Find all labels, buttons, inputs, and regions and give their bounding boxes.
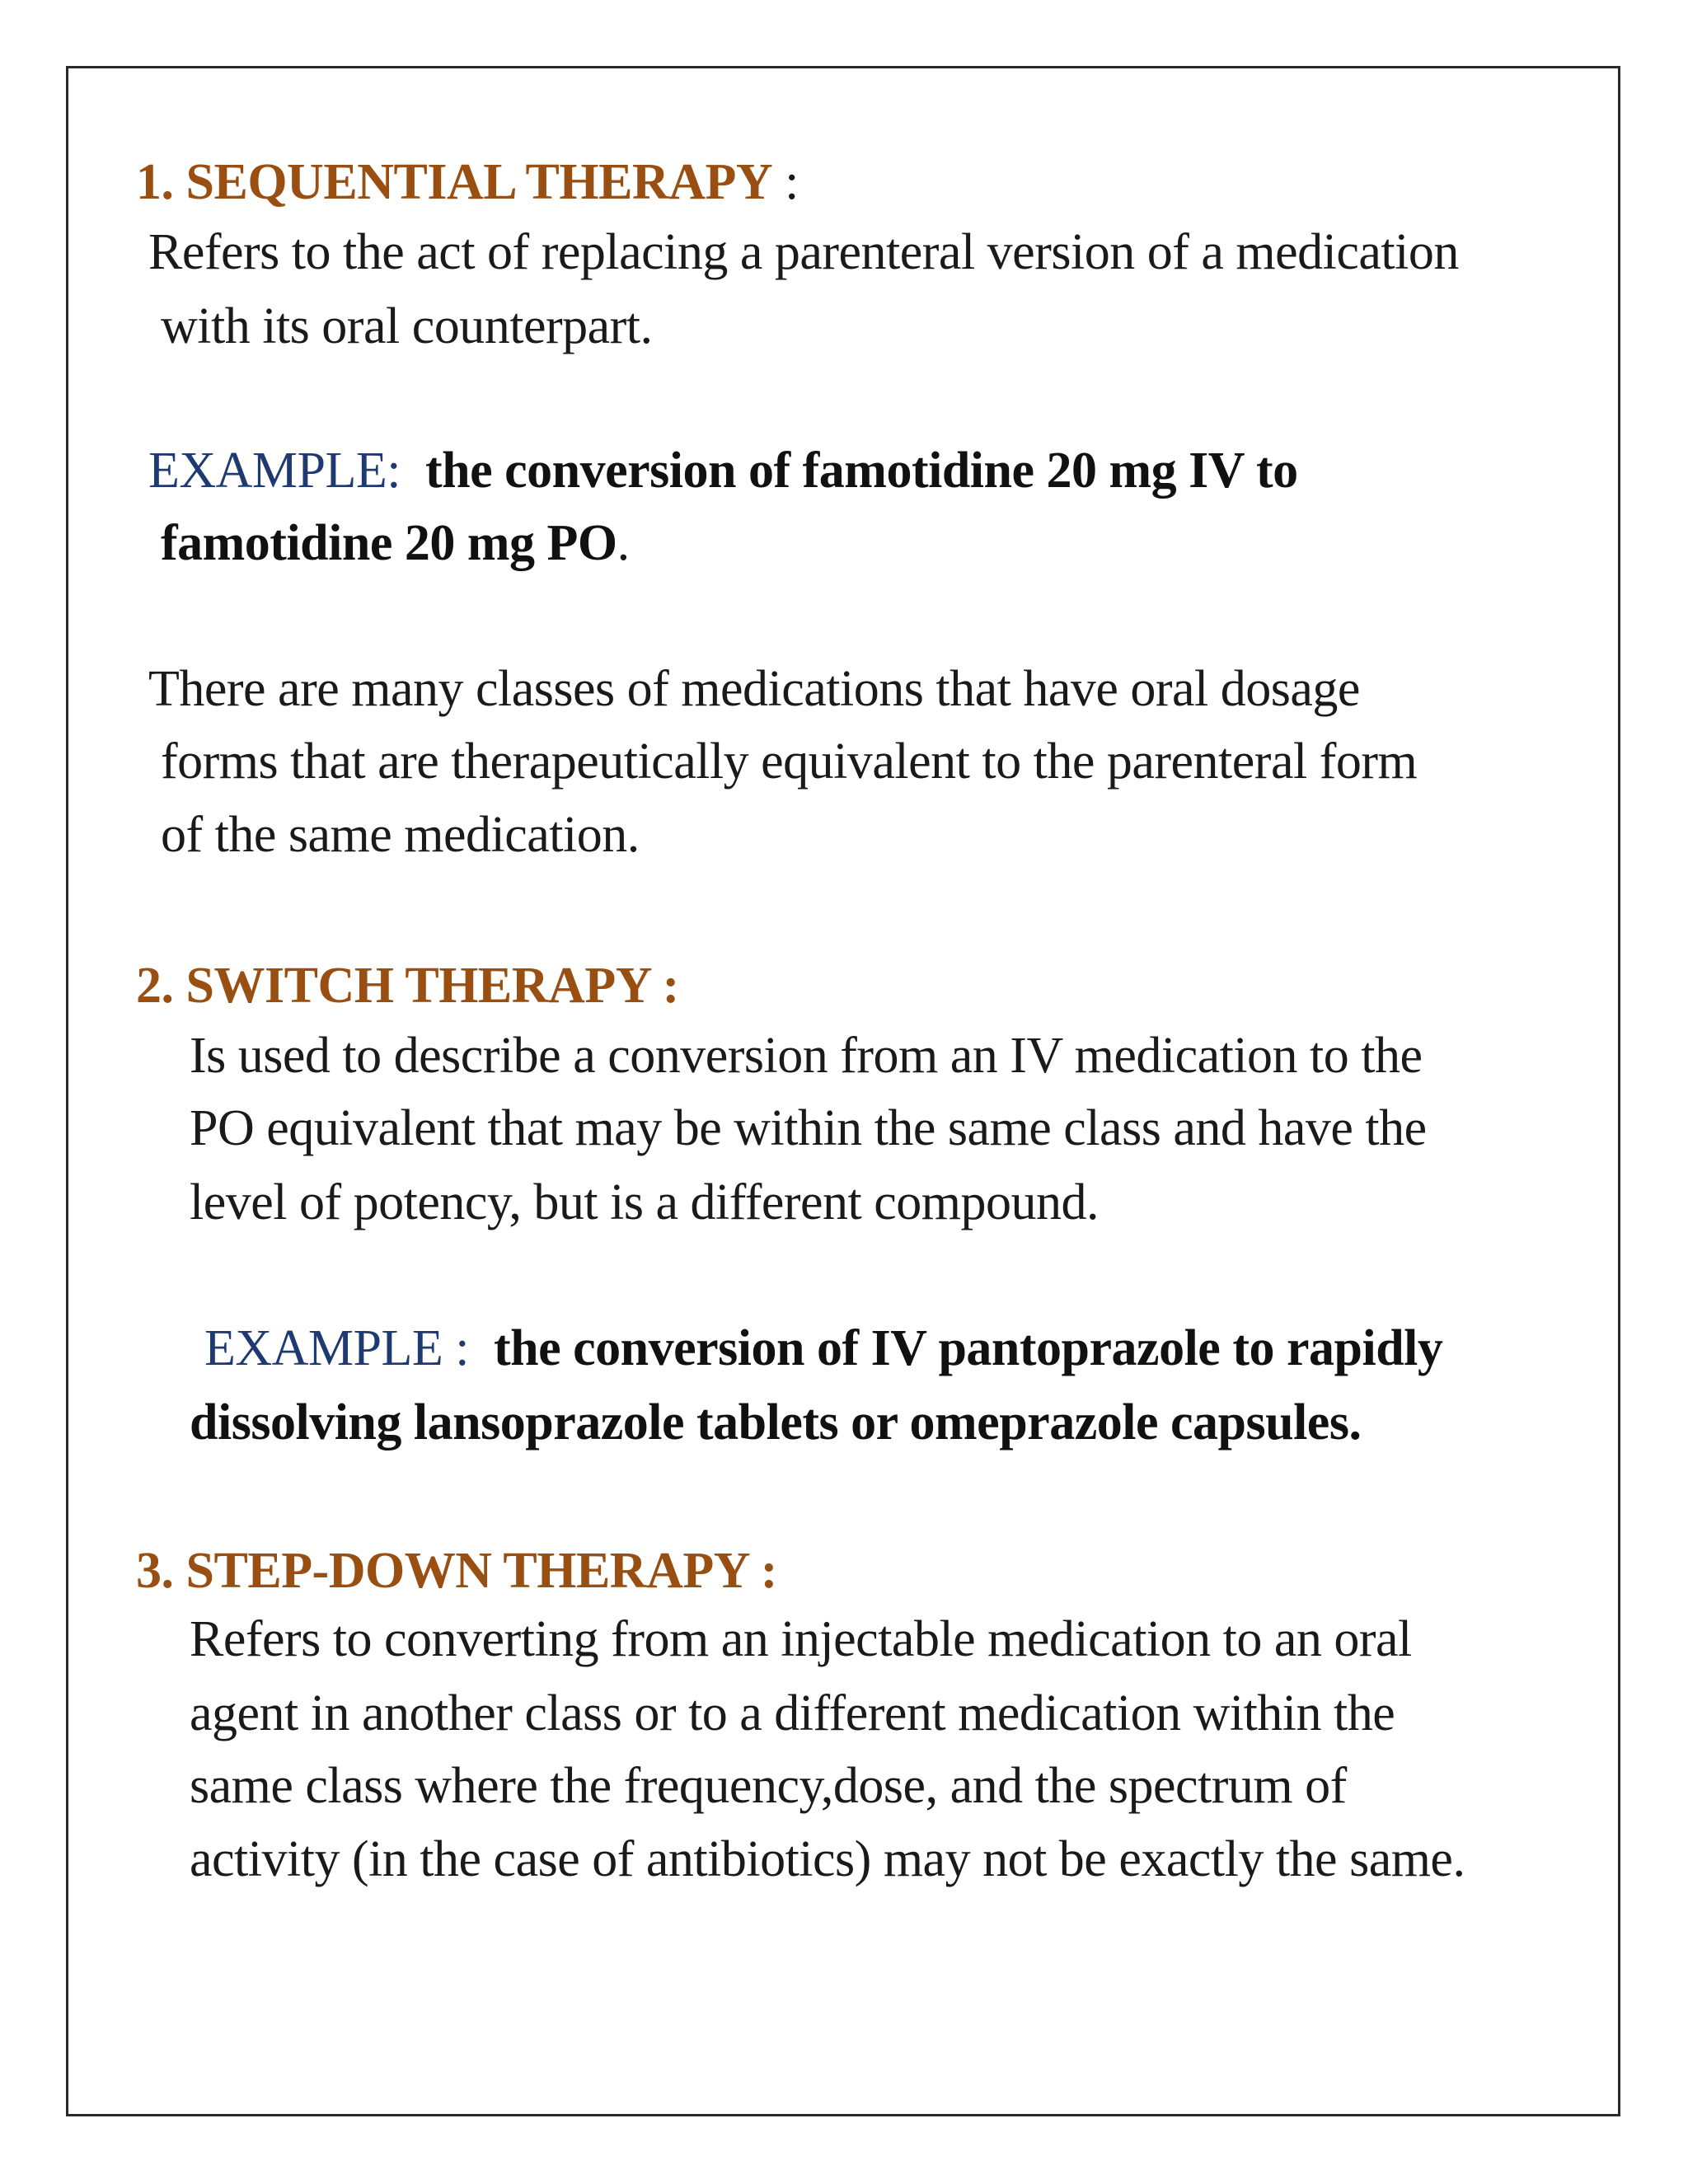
- sequential-note-line3: of the same medication.: [161, 807, 640, 863]
- stepdown-heading: 3. STEP-DOWN THERAPY :: [136, 1543, 777, 1599]
- stepdown-definition-line1: Refers to converting from an injectable medication to an oral: [190, 1611, 1412, 1667]
- sequential-definition-line2: with its oral counterpart.: [161, 298, 653, 354]
- stepdown-definition-line4: activity (in the case of antibiotics) may not be exactly the same.: [190, 1831, 1465, 1887]
- sequential-note-line1: There are many classes of medications that have oral dosage: [148, 661, 1360, 717]
- sequential-note-line2: forms that are therapeutically equivalent to the parenteral form: [161, 733, 1418, 790]
- switch-definition-line3: level of potency, but is a different compound.: [190, 1174, 1100, 1230]
- switch-example-line2: dissolving lansoprazole tablets or omeprazole capsules.: [190, 1394, 1362, 1451]
- sequential-heading: 1. SEQUENTIAL THERAPY: [136, 154, 773, 210]
- sequential-heading-colon: :: [772, 154, 799, 210]
- switch-definition-line1: Is used to describe a conversion from an IV medication to the: [190, 1028, 1423, 1084]
- switch-heading: 2. SWITCH THERAPY :: [136, 958, 679, 1014]
- switch-definition-line2: PO equivalent that may be within the same class and have the: [190, 1100, 1427, 1156]
- sequential-example-label: EXAMPLE:: [148, 443, 401, 499]
- sequential-example-line1: [148, 443, 1298, 499]
- sequential-example-text1: the conversion of famotidine 20 mg IV to: [425, 443, 1298, 499]
- switch-example-line1: [204, 1320, 1443, 1376]
- switch-example-text1: the conversion of IV pantoprazole to rapidly: [494, 1320, 1443, 1376]
- switch-example-label: EXAMPLE :: [204, 1320, 469, 1376]
- sequential-example-period: .: [617, 515, 630, 571]
- sequential-example-line2: [161, 515, 630, 571]
- sequential-example-text2: famotidine 20 mg PO: [161, 515, 617, 571]
- sequential-definition-line1: Refers to the act of replacing a parenteral version of a medication: [148, 224, 1459, 280]
- sequential-heading-line: [136, 154, 799, 210]
- stepdown-definition-line2: agent in another class or to a different medication within the: [190, 1685, 1395, 1741]
- stepdown-definition-line3: same class where the frequency,dose, and the spectrum of: [190, 1758, 1347, 1814]
